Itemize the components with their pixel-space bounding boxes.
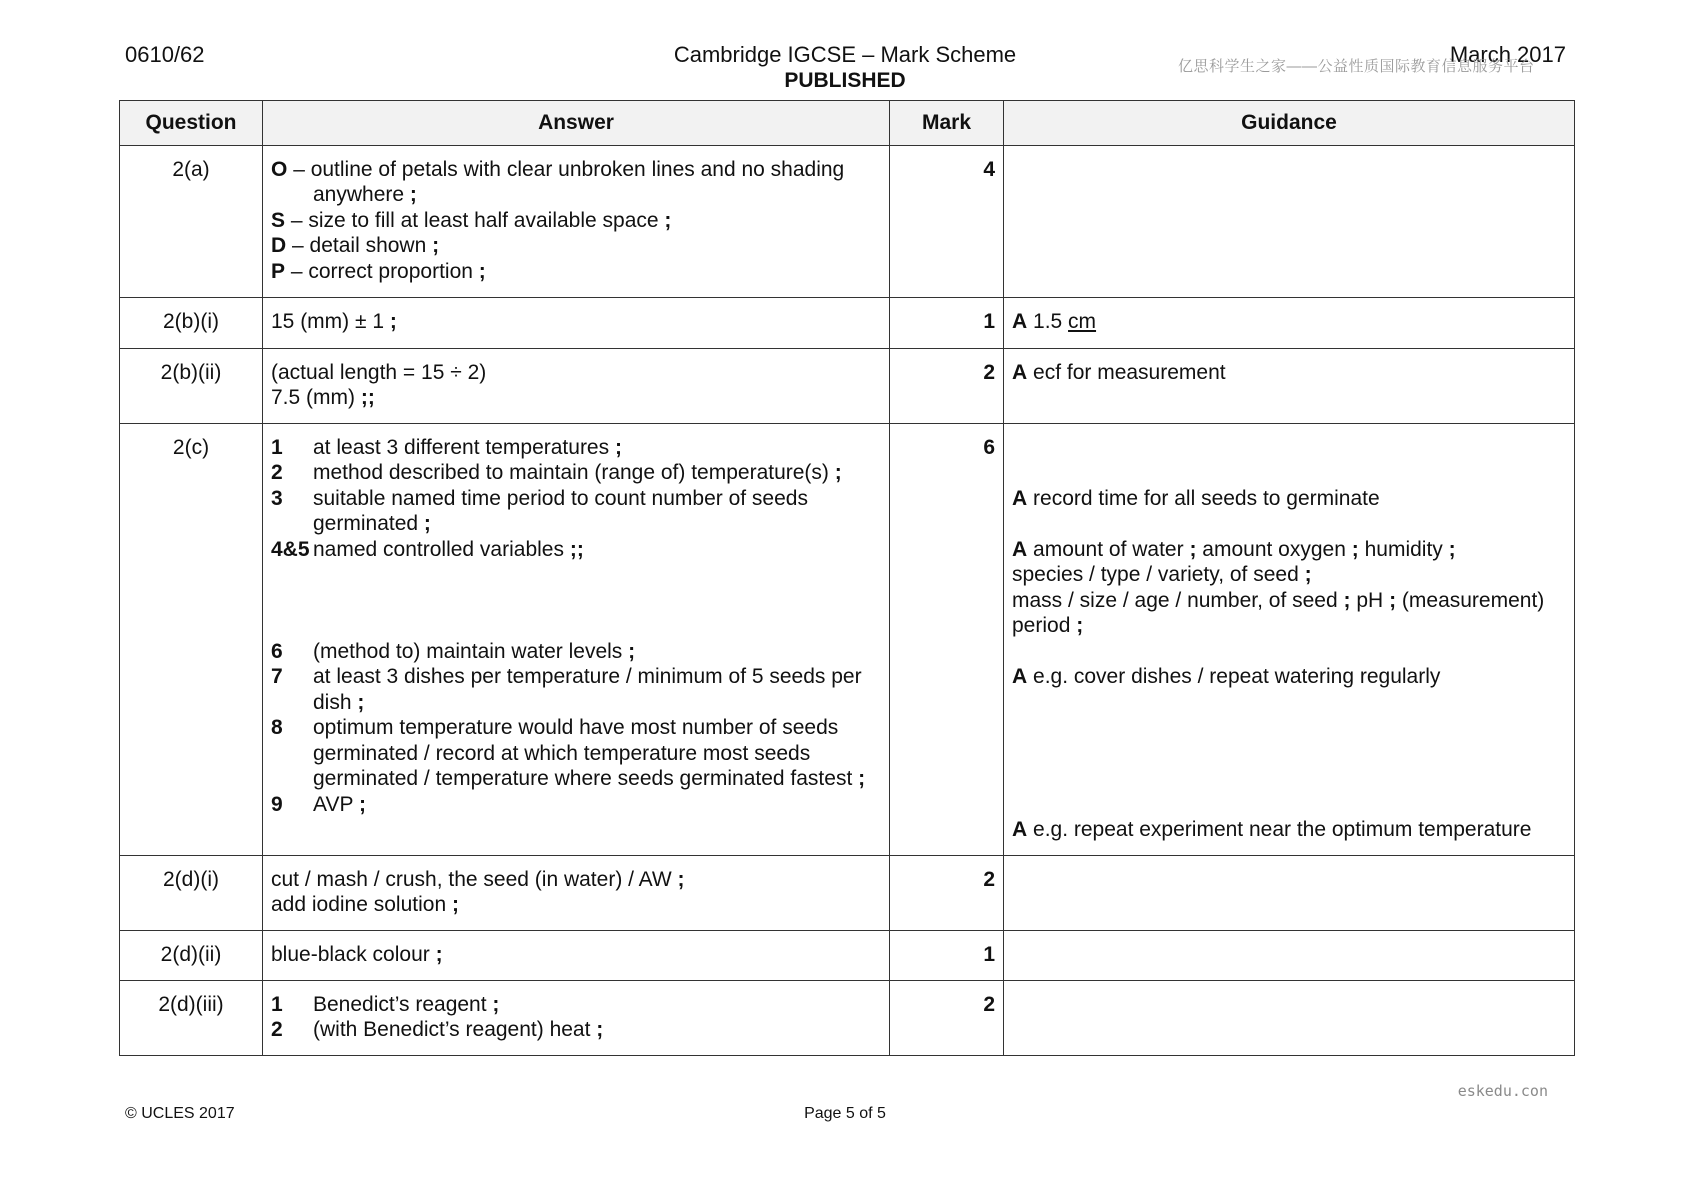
answer-cell <box>263 855 890 930</box>
answer-line: 3 suitable named time period to count number of seeds germinated ; <box>271 486 808 535</box>
answer-cell: 15 (mm) ± 1 ; <box>263 297 890 348</box>
exam-date: March 2017 <box>1449 42 1566 67</box>
guidance-line: A amount of water ; amount oxygen ; humidity ; species / type / variety, of seed ; mass / size / age / number, of seed ; pH ; (measurement) period ; <box>1012 537 1545 637</box>
guidance-cell <box>1004 855 1575 930</box>
answer-line: (actual length = 15 ÷ 2) <box>271 360 487 384</box>
answer-text: – correct proportion <box>290 259 473 283</box>
answer-line: S – size to fill at least half available space ; <box>271 208 672 232</box>
accept-key: A <box>1012 309 1028 333</box>
mark-cell: 2 <box>890 348 1004 423</box>
answer-line: 2 (with Benedict’s reagent) heat ; <box>271 1018 604 1041</box>
guidance-cell <box>1004 930 1575 980</box>
published-label: PUBLISHED <box>784 69 906 92</box>
answer-line: 8 optimum temperature would have most number of seeds germinated / record at which temperature most seeds germinated / temperature where seeds germinated fastest ; <box>271 716 866 790</box>
mark-cell: 6 <box>890 423 1004 855</box>
mark-cell: 1 <box>890 297 1004 348</box>
question-cell: 2(d)(ii) <box>120 930 263 980</box>
guidance-line: A e.g. cover dishes / repeat watering regularly <box>1012 665 1441 688</box>
answer-cell <box>263 145 890 297</box>
column-header-answer: Answer <box>263 101 890 146</box>
answer-cell <box>263 980 890 1055</box>
answer-line: 1 Benedict’s reagent ; <box>271 992 500 1016</box>
criterion-key: S <box>271 208 286 232</box>
mark-cell: 2 <box>890 855 1004 930</box>
table-row <box>120 855 1575 930</box>
table-row <box>120 980 1575 1055</box>
table-header-row <box>120 101 1575 146</box>
criterion-key: D <box>271 234 287 257</box>
accept-key: A <box>1012 360 1028 384</box>
guidance-cell <box>1004 423 1575 855</box>
criterion-key: P <box>271 259 286 283</box>
answer-line: 7 at least 3 dishes per temperature / minimum of 5 seeds per dish ; <box>271 665 862 714</box>
answer-line: cut / mash / crush, the seed (in water) / AW ; <box>271 867 685 891</box>
question-cell: 2(a) <box>120 145 263 297</box>
mark-cell: 2 <box>890 980 1004 1055</box>
question-cell: 2(d)(i) <box>120 855 263 930</box>
table-row <box>120 423 1575 855</box>
answer-line: 7.5 (mm) ;; <box>271 386 375 409</box>
table-row <box>120 145 1575 297</box>
page-number: Page 5 of 5 <box>804 1105 886 1122</box>
answer-line: 1 at least 3 different temperatures ; <box>271 435 622 459</box>
answer-text: 15 (mm) ± 1 <box>271 309 385 333</box>
mark-cell: 1 <box>890 930 1004 980</box>
guidance-cell <box>1004 348 1575 423</box>
answer-line: add iodine solution ; <box>271 893 459 916</box>
mark-cell: 4 <box>890 145 1004 297</box>
guidance-cell <box>1004 980 1575 1055</box>
answer-line: 2 method described to maintain (range of) temperature(s) ; <box>271 461 842 484</box>
watermark-text: 亿思科学生之家——公益性质国际教育信息服务平台 <box>1178 58 1535 75</box>
guidance-unit: cm <box>1068 309 1097 333</box>
answer-line: 6 (method to) maintain water levels ; <box>271 639 636 663</box>
table-row <box>120 930 1575 980</box>
table-row <box>120 348 1575 423</box>
answer-cell: blue-black colour ; <box>263 930 890 980</box>
guidance-line: A e.g. repeat experiment near the optimum temperature <box>1012 818 1532 841</box>
question-cell: 2(c) <box>120 423 263 855</box>
question-cell: 2(d)(iii) <box>120 980 263 1055</box>
question-cell: 2(b)(ii) <box>120 348 263 423</box>
answer-line: O – outline of petals with clear unbroken lines and no shading anywhere ; <box>271 157 845 206</box>
answer-line: D – detail shown ; <box>271 234 440 257</box>
guidance-cell <box>1004 145 1575 297</box>
mark-scheme-table <box>119 100 1575 1056</box>
criterion-key: O <box>271 157 288 181</box>
answer-line: 9 AVP ; <box>271 792 366 816</box>
guidance-cell <box>1004 297 1575 348</box>
table-row <box>120 297 1575 348</box>
column-header-question: Question <box>120 101 263 146</box>
answer-cell <box>263 348 890 423</box>
paper-code: 0610/62 <box>125 42 205 67</box>
question-cell: 2(b)(i) <box>120 297 263 348</box>
answer-line: P – correct proportion ; <box>271 259 486 283</box>
column-header-guidance: Guidance <box>1004 101 1575 146</box>
answer-text: – size to fill at least half available space <box>290 208 659 232</box>
document-title: Cambridge IGCSE – Mark Scheme <box>673 42 1017 67</box>
guidance-text: 1.5 <box>1033 309 1069 333</box>
guidance-line: A record time for all seeds to germinate <box>1012 486 1380 510</box>
answer-text: – outline of petals with clear unbroken lines and no shading anywhere <box>293 157 845 206</box>
guidance-text: ecf for measurement <box>1033 360 1226 384</box>
copyright: © UCLES 2017 <box>125 1105 235 1122</box>
column-header-mark: Mark <box>890 101 1004 146</box>
answer-text: – detail shown <box>292 234 427 257</box>
site-watermark: eskedu.con <box>1457 1082 1548 1100</box>
answer-cell <box>263 423 890 855</box>
answer-line: 4&5 named controlled variables ;; <box>271 537 584 561</box>
